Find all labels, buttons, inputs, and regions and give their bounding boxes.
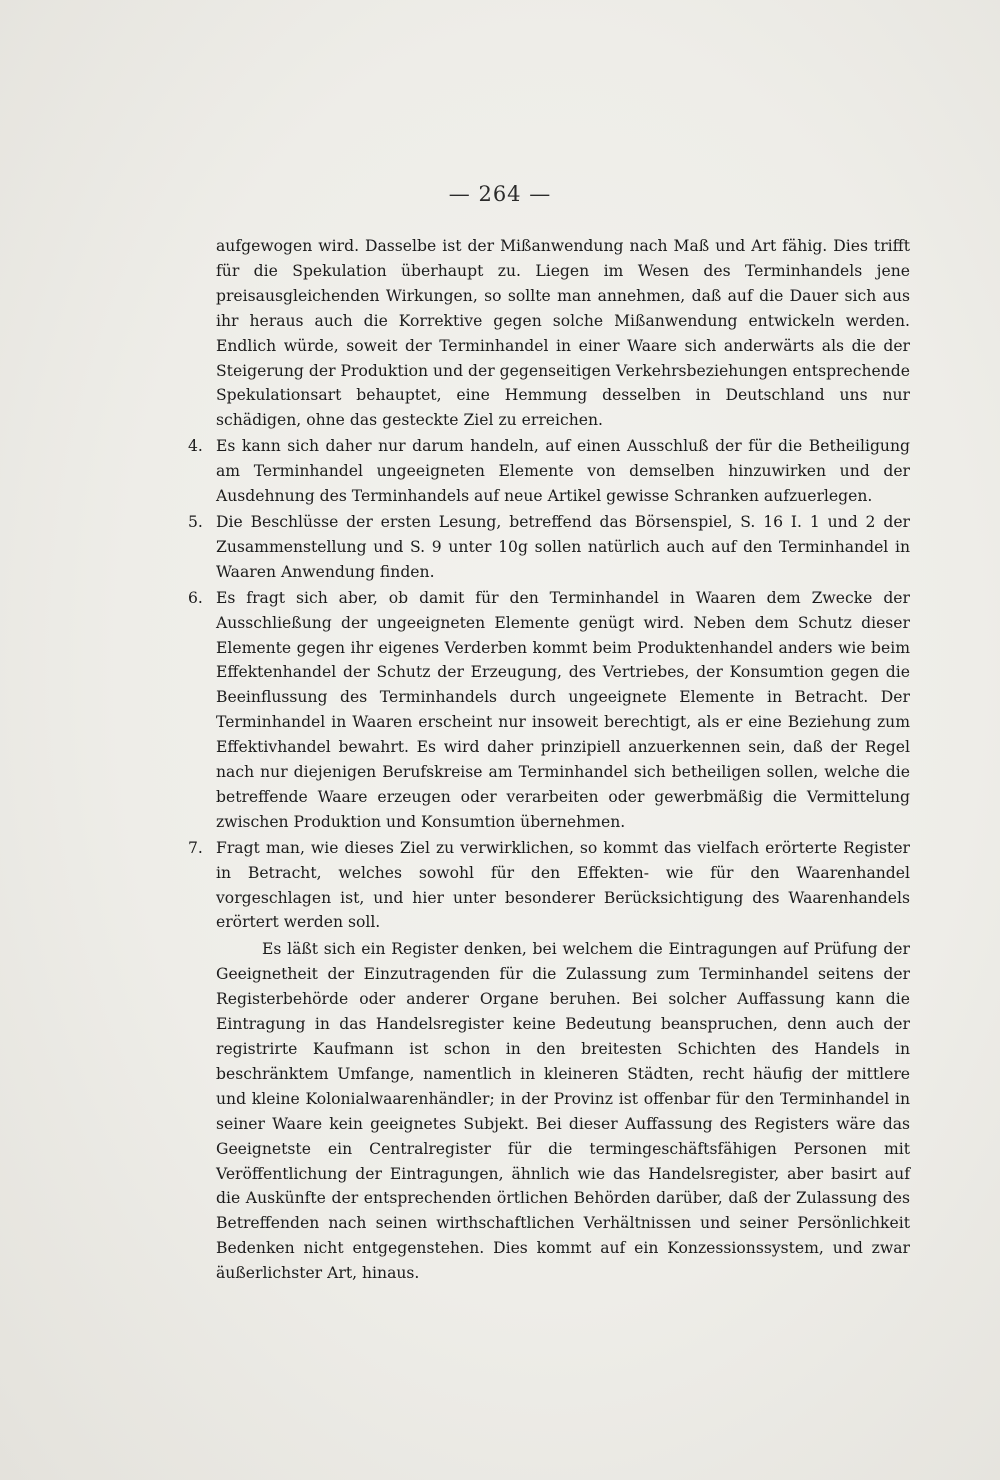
numbered-paragraph-5 — [188, 510, 910, 585]
numbered-paragraph-6 — [188, 586, 910, 835]
page-body — [188, 234, 910, 1286]
paragraph-text: Es fragt sich aber, ob damit für den Terminhandel in Waaren dem Zwecke der Ausschließung der ungeeigneten Elemente genügt wird. Neben dem Schutz dieser Elemente gegen ihr eigenes Verderben kommt beim Produktenhandel anders wie beim Effektenhandel der Schutz der Erzeugung, des Vertriebes, der Konsumtion gegen die Beeinflussung des Terminhandels durch ungeeignete Elemente in Betracht. Der Terminhandel in Waaren erscheint nur insoweit berechtigt, als er eine Beziehung zum Effektivhandel bewahrt. Es wird daher prinzipiell anzuerkennen sein, daß der Regel nach nur diejenigen Berufskreise am Terminhandel sich betheiligen sollen, welche die betreffende Waare erzeugen oder verarbeiten oder gewerbmäßig die Vermittelung zwischen Produktion und Konsumtion übernehmen. — [216, 588, 910, 831]
continuation-paragraph: aufgewogen wird. Dasselbe ist der Mißanwendung nach Maß und Art fähig. Dies trifft für die Spekulation überhaupt zu. Liegen im Wesen des Terminhandels jene preisausgleichenden Wirkungen, so sollte man annehmen, daß auf die Dauer sich aus ihr heraus auch die Korrektive gegen solche Mißanwendung entwickeln werden. Endlich würde, soweit der Terminhandel in einer Waare sich anderwärts als die der Steigerung der Produktion und der gegenseitigen Verkehrsbeziehungen entsprechende Spekulationsart behauptet, eine Hemmung desselben in Deutschland uns nur schädigen, ohne das gesteckte Ziel zu erreichen. — [216, 237, 910, 430]
paragraph-text: Fragt man, wie dieses Ziel zu verwirklichen, so kommt das vielfach erörterte Register in Betracht, welches sowohl für den Effekten- wie für den Waarenhandel vorgeschlagen ist, und hier unter besonderer Berücksichtigung des Waarenhandels erörtert werden soll. — [216, 838, 910, 932]
paragraph-text: Die Beschlüsse der ersten Lesung, betreffend das Börsenspiel, S. 16 I. 1 und 2 der Zusammenstellung und S. 9 unter 10g sollen natürlich auch auf den Terminhandel in Waaren Anwendung finden. — [216, 512, 910, 581]
paragraph-number: 6. — [188, 588, 203, 607]
numbered-paragraph-4 — [188, 434, 910, 509]
page-number: — 264 — — [448, 182, 552, 206]
paragraph-number: 5. — [188, 512, 203, 531]
numbered-paragraph-7 — [188, 836, 910, 936]
paragraph-number: 7. — [188, 838, 203, 857]
final-paragraph: Es läßt sich ein Register denken, bei welchem die Eintragungen auf Prüfung der Geeignetheit der Einzutragenden für die Zulassung zum Terminhandel seitens der Registerbehörde oder anderer Organe beruhen. Bei solcher Auffassung kann die Eintragung in das Handelsregister keine Bedeutung beanspruchen, denn auch der registrirte Kaufmann ist schon in den breitesten Schichten des Handels in beschränktem Umfange, namentlich in kleineren Städten, recht häufig der mittlere und kleine Kolonialwaarenhändler; in der Provinz ist offenbar für den Terminhandel in seiner Waare kein geeignetes Subjekt. Bei dieser Auffassung des Registers wäre das Geeignetste ein Centralregister für die termingeschäftsfähigen Personen mit Veröffentlichung der Eintragungen, ähnlich wie das Handelsregister, aber basirt auf die Auskünfte der entsprechenden örtlichen Behörden darüber, daß der Zulassung des Betreffenden nach seinen wirthschaftlichen Verhältnissen und seiner Persönlichkeit Bedenken nicht entgegenstehen. Dies kommt auf ein Konzessionssystem, und zwar äußerlichster Art, hinaus. — [216, 940, 910, 1283]
paragraph-text: Es kann sich daher nur darum handeln, auf einen Ausschluß der für die Betheiligung am Terminhandel ungeeigneten Elemente von demselben hinzuwirken und der Ausdehnung des Terminhandels auf neue Artikel gewisse Schranken aufzuerlegen. — [216, 437, 910, 506]
paragraph-number: 4. — [188, 437, 203, 456]
